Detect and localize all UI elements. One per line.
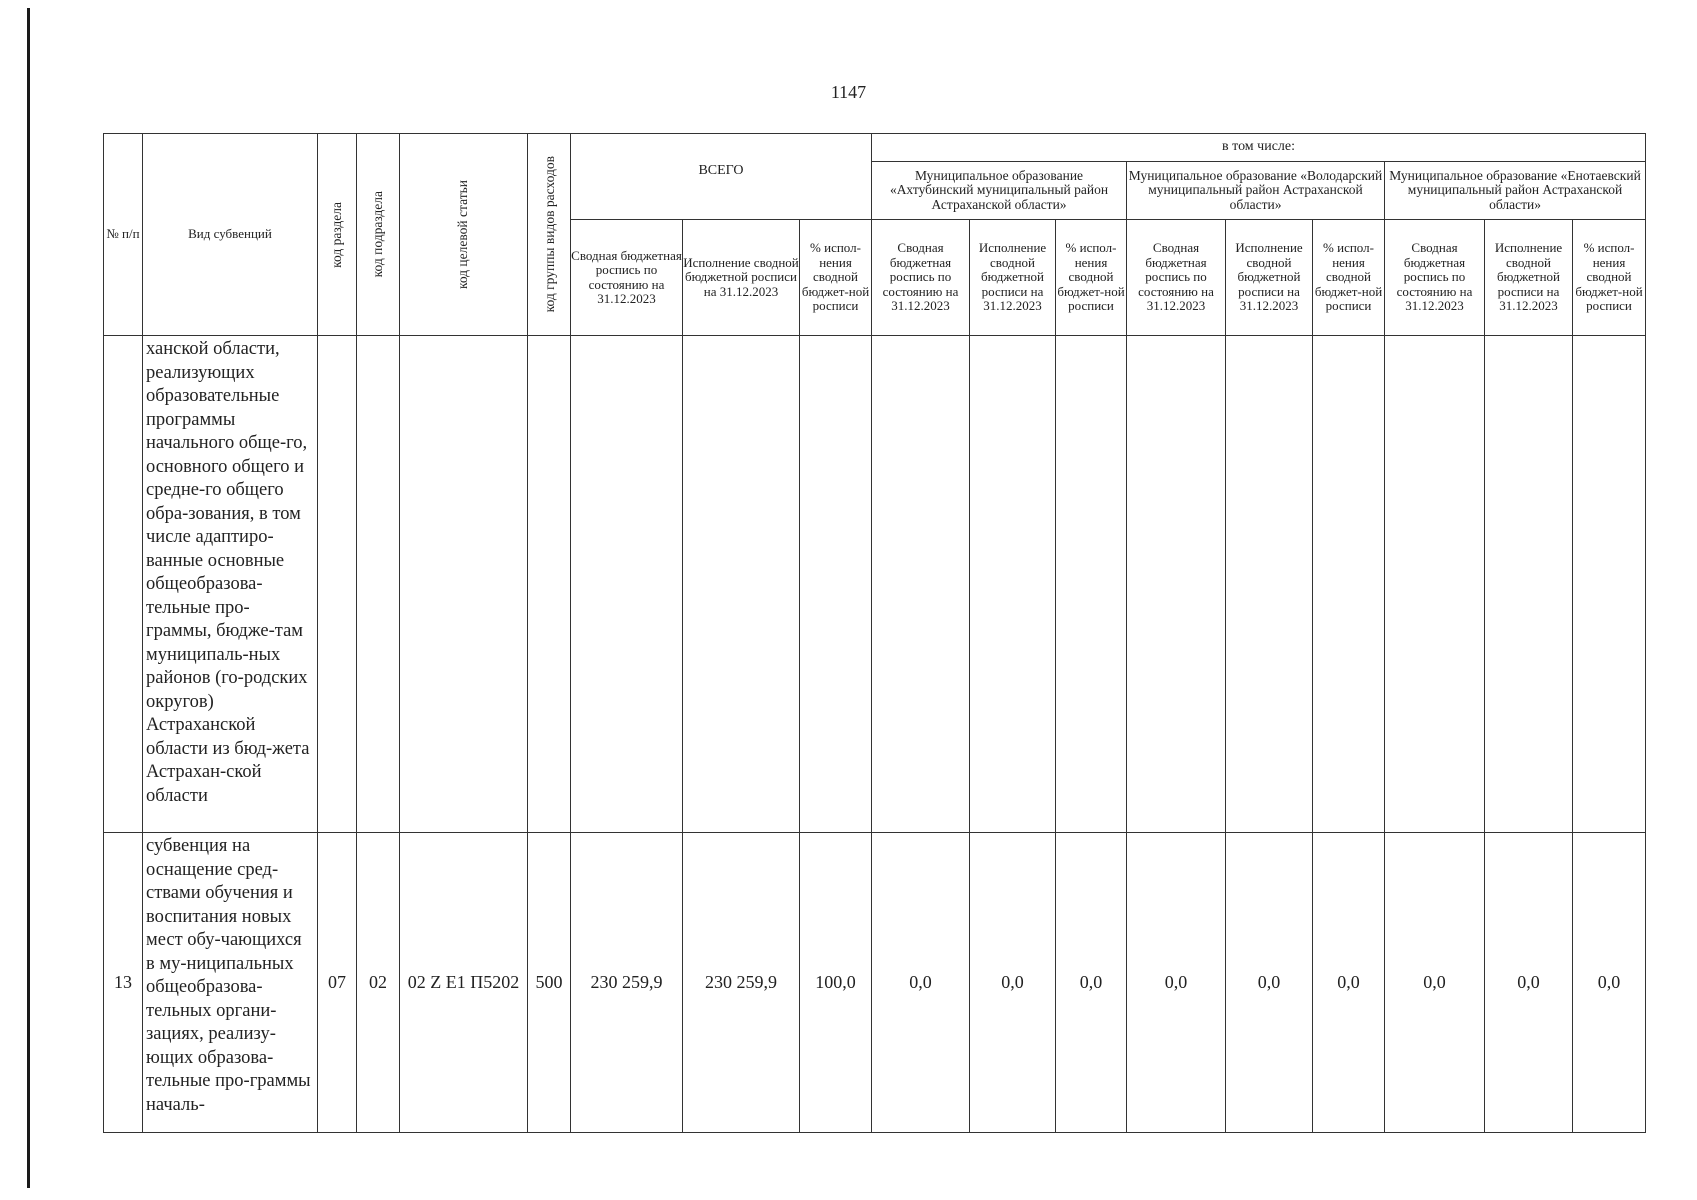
row-section bbox=[318, 336, 357, 833]
row-akhtubinsky-exec bbox=[970, 336, 1056, 833]
row-target: 02 Z E1 П5202 bbox=[400, 833, 528, 1133]
row-subsection bbox=[357, 336, 400, 833]
subvention-table bbox=[103, 133, 1646, 1133]
row-total-exec bbox=[683, 336, 800, 833]
row-enotaevsky-pct bbox=[1573, 336, 1646, 833]
row-volodarsky-plan: 0,0 bbox=[1127, 833, 1226, 1133]
header-target: код целевой статьи bbox=[400, 134, 528, 336]
header-municipality-enotaevsky: Муниципальное образование «Енотаевский муниципальный район Астраханской области» bbox=[1385, 162, 1646, 220]
row-akhtubinsky-pct bbox=[1056, 336, 1127, 833]
row-akhtubinsky-plan: 0,0 bbox=[872, 833, 970, 1133]
header-enotaevsky-pct: % испол-нения сводной бюджет-ной росписи bbox=[1573, 220, 1646, 336]
row-total-pct bbox=[800, 336, 872, 833]
row-enotaevsky-exec: 0,0 bbox=[1485, 833, 1573, 1133]
row-volodarsky-exec bbox=[1226, 336, 1313, 833]
row-group: 500 bbox=[528, 833, 571, 1133]
page-number: 1147 bbox=[830, 82, 867, 102]
row-num bbox=[104, 336, 143, 833]
row-enotaevsky-plan: 0,0 bbox=[1385, 833, 1485, 1133]
table-row bbox=[104, 833, 1646, 1133]
row-total-plan: 230 259,9 bbox=[571, 833, 683, 1133]
row-description: субвенция на оснащение сред-ствами обучения и воспитания новых мест обу-чающихся в му-ниципальных общеобразова-тельных органи-зациях, реализу-ющих образова-тельные про-граммы началь- bbox=[143, 833, 318, 1133]
row-total-pct: 100,0 bbox=[800, 833, 872, 1133]
header-volodarsky-plan: Сводная бюджетная роспись по состоянию на 31.12.2023 bbox=[1127, 220, 1226, 336]
row-total-exec: 230 259,9 bbox=[683, 833, 800, 1133]
row-target bbox=[400, 336, 528, 833]
header-row-1 bbox=[104, 134, 1646, 162]
header-total-exec: Исполнение сводной бюджетной росписи на 31.12.2023 bbox=[683, 220, 800, 336]
row-subsection: 02 bbox=[357, 833, 400, 1133]
table-row bbox=[104, 336, 1646, 833]
header-akhtubinsky-exec: Исполнение сводной бюджетной росписи на 31.12.2023 bbox=[970, 220, 1056, 336]
row-volodarsky-plan bbox=[1127, 336, 1226, 833]
header-total-plan: Сводная бюджетная роспись по состоянию на 31.12.2023 bbox=[571, 220, 683, 336]
row-group bbox=[528, 336, 571, 833]
header-including: в том числе: bbox=[872, 134, 1646, 162]
row-enotaevsky-plan bbox=[1385, 336, 1485, 833]
row-volodarsky-pct: 0,0 bbox=[1313, 833, 1385, 1133]
header-total-pct: % испол-нения сводной бюджет-ной росписи bbox=[800, 220, 872, 336]
row-akhtubinsky-pct: 0,0 bbox=[1056, 833, 1127, 1133]
row-section: 07 bbox=[318, 833, 357, 1133]
row-total-plan bbox=[571, 336, 683, 833]
header-num: № п/п bbox=[104, 134, 143, 336]
row-volodarsky-pct bbox=[1313, 336, 1385, 833]
header-akhtubinsky-plan: Сводная бюджетная роспись по состоянию на 31.12.2023 bbox=[872, 220, 970, 336]
row-volodarsky-exec: 0,0 bbox=[1226, 833, 1313, 1133]
header-total: ВСЕГО bbox=[571, 134, 872, 220]
header-subsection: код подраздела bbox=[357, 134, 400, 336]
header-enotaevsky-plan: Сводная бюджетная роспись по состоянию на 31.12.2023 bbox=[1385, 220, 1485, 336]
header-akhtubinsky-pct: % испол-нения сводной бюджет-ной росписи bbox=[1056, 220, 1127, 336]
header-municipality-volodarsky: Муниципальное образование «Володарский муниципальный район Астраханской области» bbox=[1127, 162, 1385, 220]
row-akhtubinsky-plan bbox=[872, 336, 970, 833]
header-volodarsky-pct: % испол-нения сводной бюджет-ной росписи bbox=[1313, 220, 1385, 336]
row-enotaevsky-pct: 0,0 bbox=[1573, 833, 1646, 1133]
header-kind: Вид субвенций bbox=[143, 134, 318, 336]
header-group: код группы видов расходов bbox=[528, 134, 571, 336]
header-section: код раздела bbox=[318, 134, 357, 336]
row-num: 13 bbox=[104, 833, 143, 1133]
row-akhtubinsky-exec: 0,0 bbox=[970, 833, 1056, 1133]
header-municipality-akhtubinsky: Муниципальное образование «Ахтубинский муниципальный район Астраханской области» bbox=[872, 162, 1127, 220]
header-enotaevsky-exec: Исполнение сводной бюджетной росписи на 31.12.2023 bbox=[1485, 220, 1573, 336]
scan-edge-line bbox=[27, 8, 30, 1188]
row-description: ханской области, реализующих образовательные программы начального обще-го, основного общего и средне-го общего обра-зования, в том числе адаптиро-ванные основные общеобразова-тельные про-граммы, бюдже-там муниципаль-ных районов (го-родских округов) Астраханской области из бюд-жета Астрахан-ской области bbox=[143, 336, 318, 833]
header-volodarsky-exec: Исполнение сводной бюджетной росписи на 31.12.2023 bbox=[1226, 220, 1313, 336]
row-enotaevsky-exec bbox=[1485, 336, 1573, 833]
